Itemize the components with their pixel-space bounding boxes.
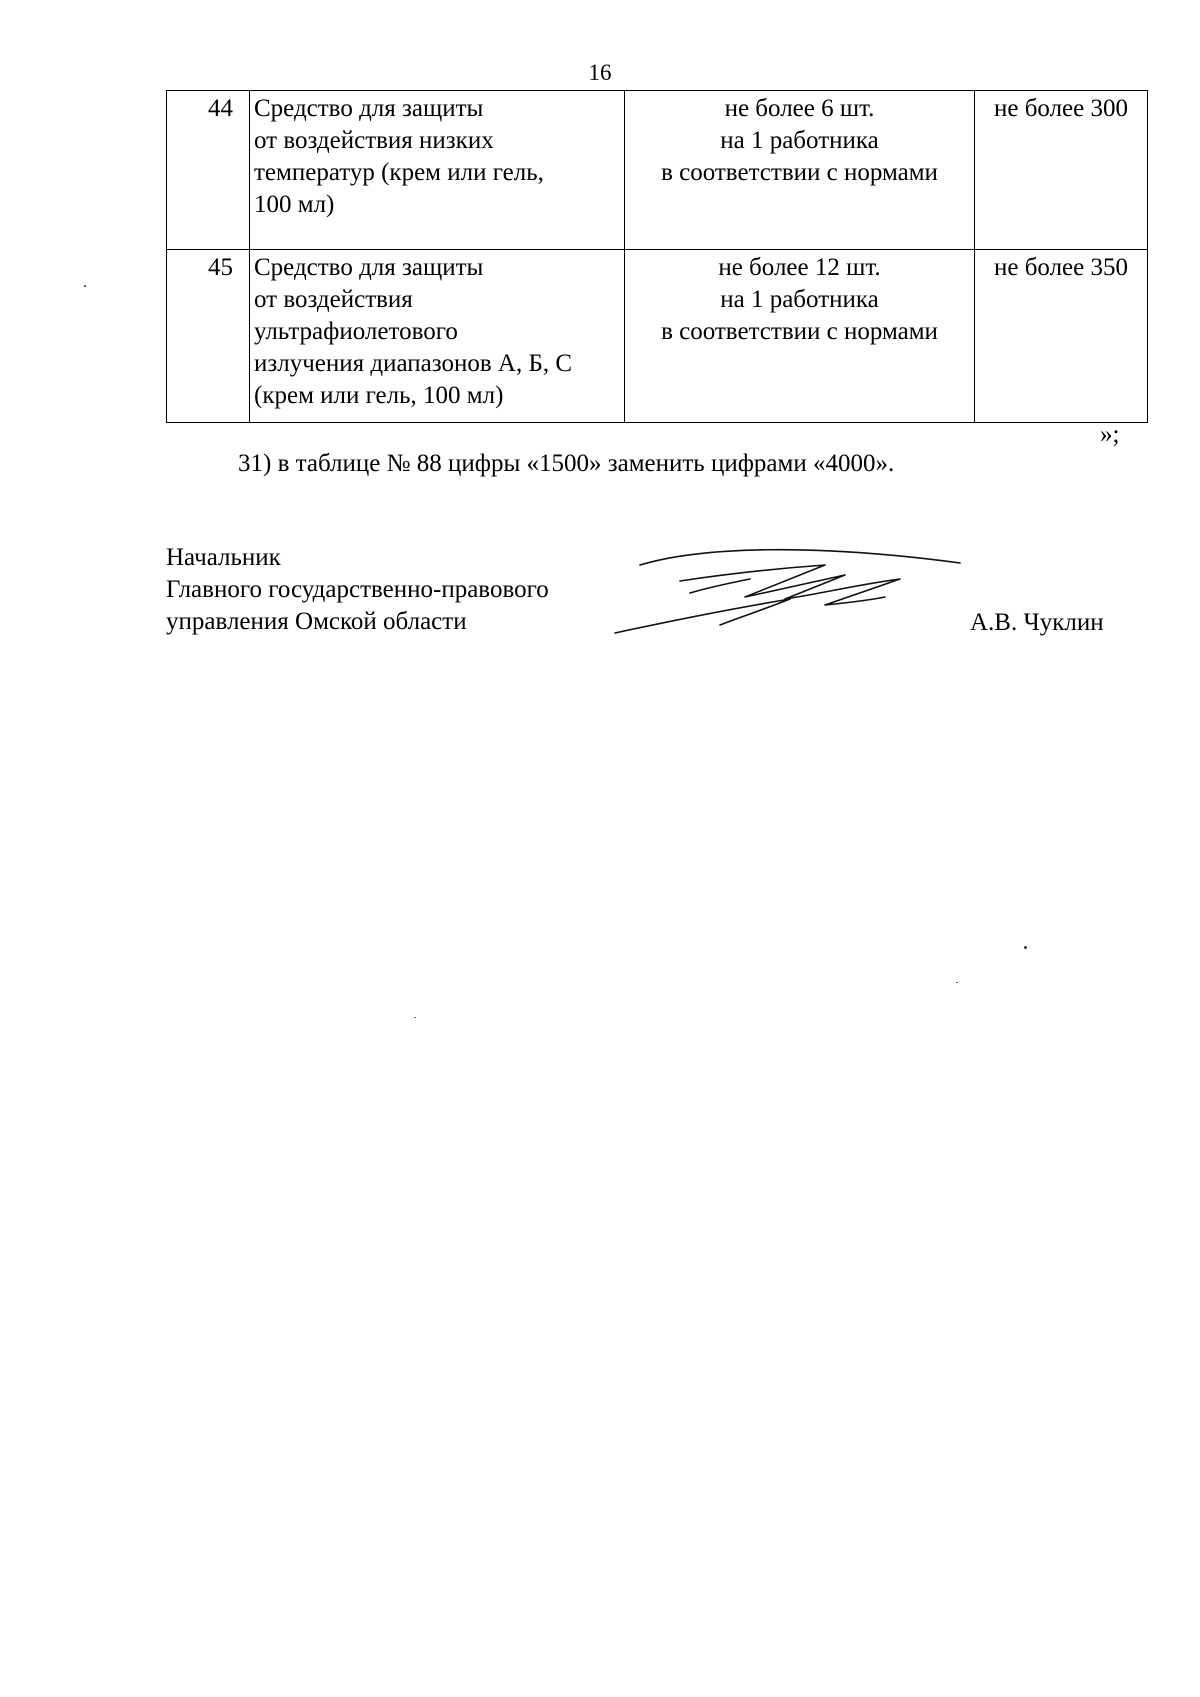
item-name-line: Средство для защиты (254, 95, 484, 122)
scan-speck (1024, 946, 1027, 949)
scan-speck (84, 285, 86, 287)
signatory-name: А.В. Чуклин (970, 609, 1104, 636)
item-price: не более 350 (975, 250, 1148, 423)
row-number: 44 (167, 91, 250, 250)
signatory-title-line: управления Омской области (166, 608, 467, 635)
item-name-line: от воздействия низких (254, 127, 494, 154)
item-norm (625, 91, 975, 250)
table-row (167, 250, 1148, 423)
page-number: 16 (588, 60, 612, 85)
item-name (250, 91, 625, 250)
signatory-title (166, 542, 549, 638)
item-name-line: (крем или гель, 100 мл) (254, 382, 504, 409)
item-price: не более 300 (975, 91, 1148, 250)
item-norm-line: в соответствии с нормами (661, 318, 938, 345)
item-norm-line: не более 12 шт. (718, 254, 881, 281)
item-norm-line: не более 6 шт. (724, 95, 875, 122)
item-name (250, 250, 625, 423)
item-norm-line: в соответствии с нормами (661, 159, 938, 186)
amendment-paragraph: 31) в таблице № 88 цифры «1500» заменить цифрами «4000». (238, 450, 895, 477)
items-table (166, 90, 1148, 423)
scan-speck (956, 982, 958, 983)
handwritten-signature (610, 535, 970, 645)
item-norm-line: на 1 работника (720, 127, 879, 154)
item-norm-line: на 1 работника (720, 286, 879, 313)
item-name-line: излучения диапазонов А, Б, С (254, 350, 572, 377)
signatory-title-line: Главного государственно-правового (166, 576, 549, 603)
item-name-line: температур (крем или гель, (254, 159, 544, 186)
item-name-line: ультрафиолетового (254, 318, 458, 345)
item-name-line: Средство для защиты (254, 254, 484, 281)
item-norm (625, 250, 975, 423)
item-name-line: 100 мл) (254, 191, 335, 218)
row-number: 45 (167, 250, 250, 423)
table-row (167, 91, 1148, 250)
closing-quote: »; (1100, 421, 1120, 448)
signatory-title-line: Начальник (166, 544, 281, 571)
scan-speck (414, 1017, 416, 1018)
item-name-line: от воздействия (254, 286, 413, 313)
